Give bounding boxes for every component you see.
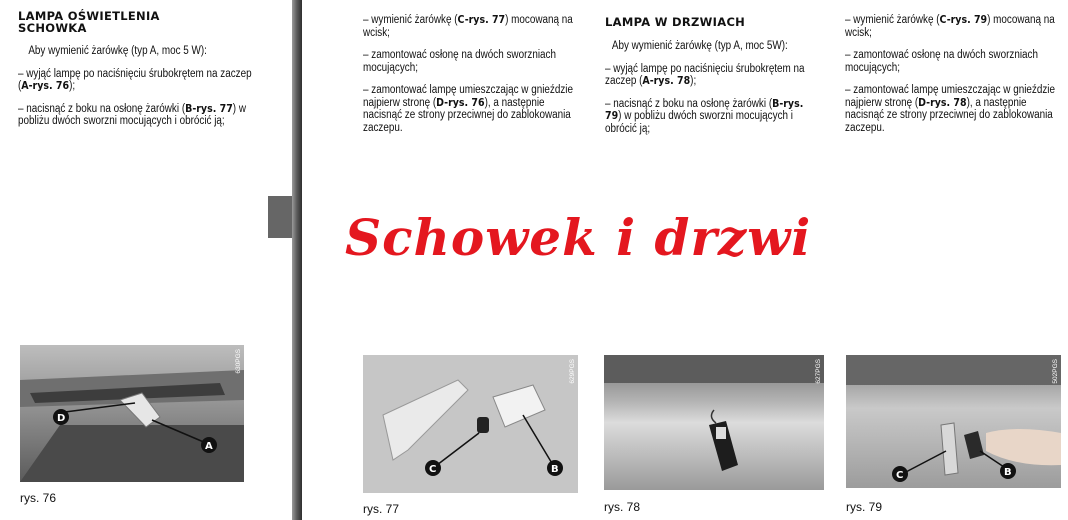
step-paragraph — [845, 14, 1060, 39]
photo-code: 630PGS — [235, 349, 242, 374]
section-title-door: LAMPA W DRZWIACH — [605, 15, 746, 29]
step-text: – nacisnąć z boku na osłonę żarówki ( — [605, 97, 773, 110]
step-text: – zamontować lampę umieszczając w gnieździe najpierw stronę ( — [363, 84, 573, 109]
step-text: – wyjąć lampę po naciśnięciu śrubokrętem na zaczep ( — [18, 67, 252, 92]
figure-76 — [20, 345, 244, 482]
step-paragraph — [605, 98, 820, 136]
figure-reference: B-rys. 77 — [185, 101, 233, 115]
step-text: ) mocowaną na wcisk; — [845, 14, 1055, 39]
step-text: ), a następnie nacisnąć ze strony przeciwnej do zablokowania zaczepu. — [845, 96, 1053, 134]
intro-paragraph: Aby wymienić żarówkę (typ A, moc 5 W): — [28, 45, 207, 57]
figure-caption: rys. 77 — [363, 502, 400, 516]
right-column-2 — [605, 40, 820, 145]
step-text: – wymienić żarówkę ( — [363, 14, 458, 26]
figure-reference: B-rys. 79 — [605, 96, 804, 122]
callout-label: A — [205, 441, 213, 452]
photo-code: 627PGS — [815, 359, 822, 384]
callout-label: C — [429, 464, 437, 475]
step-text: – wyjąć lampę po naciśnięciu śrubokrętem na zaczep ( — [605, 62, 805, 87]
figure-caption: rys. 78 — [604, 500, 641, 514]
figure-78 — [604, 355, 824, 490]
callout-label: B — [551, 464, 559, 475]
step-text: – zamontować lampę umieszczając w gnieździe najpierw stronę ( — [845, 84, 1055, 109]
door-lamp-cover-photo — [846, 355, 1061, 488]
figure-reference: A-rys. 78 — [642, 74, 691, 87]
step-text: ); — [690, 75, 697, 87]
left-text — [18, 45, 255, 138]
right-column-3 — [845, 14, 1060, 144]
glovebox-photo — [20, 345, 244, 482]
page-spine — [292, 0, 302, 520]
step-paragraph — [18, 68, 255, 93]
bulb-holder-photo — [363, 355, 578, 493]
figure-reference: D-rys. 76 — [436, 95, 485, 109]
figure-reference: C-rys. 77 — [457, 13, 506, 26]
title-line: LAMPA OŚWIETLENIA — [18, 9, 160, 23]
section-title-glovebox — [18, 10, 160, 34]
figure-reference: C-rys. 79 — [939, 13, 988, 26]
figure-reference: A-rys. 76 — [21, 79, 70, 92]
step-text: ); — [69, 80, 76, 92]
figure-77 — [363, 355, 578, 493]
photo-code: 629PGS — [569, 359, 576, 384]
step-text: ) w pobliżu dwóch sworzni mocujących i obrócić ją; — [605, 110, 793, 135]
step-paragraph — [18, 103, 255, 128]
figure-caption: rys. 76 — [20, 491, 57, 505]
thumb-index-tab — [268, 196, 292, 238]
right-column-1 — [363, 14, 578, 144]
figure-79 — [846, 355, 1061, 488]
step-text: – nacisnąć z boku na osłonę żarówki ( — [18, 102, 186, 115]
callout-label: D — [57, 413, 66, 424]
chapter-banner: Schowek i drzwi — [345, 208, 812, 267]
step-paragraph — [845, 84, 1060, 134]
intro-paragraph: Aby wymienić żarówkę (typ A, moc 5W): — [611, 40, 788, 52]
photo-code: 502PGS — [1052, 359, 1059, 384]
step-paragraph — [363, 84, 578, 134]
step-paragraph: – zamontować osłonę na dwóch sworzniach mocujących; — [845, 49, 1038, 74]
step-paragraph — [605, 63, 820, 88]
door-lamp-photo — [604, 355, 824, 490]
callout-label: C — [896, 470, 904, 481]
title-line: SCHOWKA — [18, 21, 87, 35]
step-text: ), a następnie nacisnąć ze strony przeciwnej do zablokowania zaczepu. — [363, 96, 571, 134]
step-text: – wymienić żarówkę ( — [845, 14, 940, 26]
figure-caption: rys. 79 — [846, 500, 883, 514]
step-text: ) mocowaną na wcisk; — [363, 14, 573, 39]
step-paragraph: – zamontować osłonę na dwóch sworzniach mocujących; — [363, 49, 556, 74]
callout-label: B — [1004, 467, 1012, 478]
step-paragraph — [363, 14, 578, 39]
figure-reference: D-rys. 78 — [918, 95, 967, 109]
step-text: ) w pobliżu dwóch sworzni mocujących i obrócić ją; — [18, 102, 246, 127]
